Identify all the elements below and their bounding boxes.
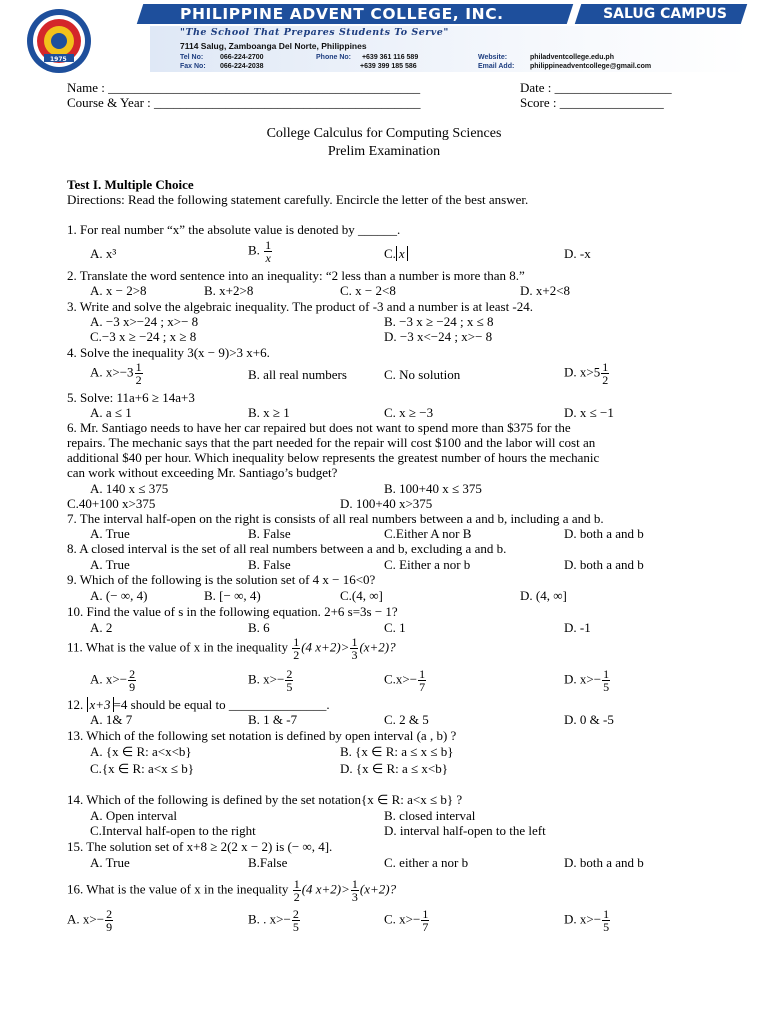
question-16	[67, 878, 396, 903]
phone-line-2	[360, 63, 417, 70]
q11-choice-a[interactable]	[90, 668, 137, 693]
question-13: 13. Which of the following set notation is defined by open interval (a , b) ?	[67, 728, 457, 743]
question-11	[67, 636, 396, 661]
q11-choice-a-text: A. x>−	[90, 671, 128, 687]
q16-fraction-half	[293, 878, 301, 903]
date-field[interactable]: Date : __________________	[520, 80, 672, 95]
q11-choice-d-text: D. x>−	[564, 671, 602, 687]
fraction-numerator: 1	[293, 635, 300, 649]
q15-choice-a[interactable]: A. True	[90, 855, 130, 870]
q4-choice-d-text: D. x>5	[564, 364, 601, 380]
q1-fraction	[264, 239, 272, 264]
q10-choice-b[interactable]: B. 6	[248, 620, 270, 635]
question-9: 9. Which of the following is the solution set of 4 x − 16<0?	[67, 572, 376, 587]
q8-choice-b[interactable]: B. False	[248, 557, 291, 572]
q6-choice-b[interactable]: B. 100+40 x ≤ 375	[384, 481, 482, 496]
email-address[interactable]: philippineadventcollege@gmail.com	[529, 63, 652, 70]
exam-subtitle: Prelim Examination	[327, 144, 441, 159]
email-label: Email Add:	[478, 63, 515, 70]
q1-choice-b[interactable]	[248, 239, 273, 264]
tel-line	[180, 54, 264, 61]
q15-choice-c[interactable]: C. either a nor b	[384, 855, 469, 870]
question-16-text: 16. What is the value of x in the inequality	[67, 881, 289, 897]
fraction-denominator: 7	[422, 920, 429, 934]
q16-choice-b[interactable]	[248, 908, 301, 933]
q14-choice-c[interactable]: C.Interval half-open to the right	[90, 823, 256, 838]
q16-fraction-third	[351, 878, 359, 903]
fraction-numerator: 2	[106, 907, 113, 921]
q3-choice-a[interactable]: A. −3 x>−24 ; x>− 8	[90, 314, 199, 329]
q8-choice-d[interactable]: D. both a and b	[564, 557, 644, 572]
q1-choice-d[interactable]: D. -x	[564, 246, 591, 261]
question-12	[67, 697, 330, 712]
website-label: Website:	[478, 54, 508, 61]
question-2: 2. Translate the word sentence into an inequality: “2 less than a number is more than 8.”	[67, 268, 525, 283]
website-url[interactable]: philadventcollege.edu.ph	[529, 54, 614, 61]
q16-d-fraction	[602, 908, 610, 933]
question-1: 1. For real number “x” the absolute value is denoted by ______.	[67, 222, 401, 237]
fraction-numerator: 1	[135, 360, 142, 374]
fraction-denominator: 2	[602, 373, 609, 387]
q9-choice-d[interactable]: D. (4, ∞]	[520, 588, 567, 603]
q4-choice-a[interactable]	[90, 361, 144, 386]
tel-number: 066-224-2700	[219, 54, 264, 61]
q2-choice-d[interactable]: D. x+2<8	[520, 283, 571, 298]
q16-choice-a[interactable]	[67, 908, 114, 933]
email-line	[478, 63, 651, 70]
school-motto: "The School That Prepares Students To Serve"	[180, 27, 449, 38]
q12-choice-d[interactable]: D. 0 & -5	[564, 712, 614, 727]
seal-year: 1975	[50, 56, 67, 63]
question-6-line-3: additional $40 per hour. Which inequality below represents the greatest number of hours the mechanic	[67, 450, 600, 465]
q8-choice-a[interactable]: A. True	[90, 557, 130, 572]
fraction-numerator: 1	[419, 667, 426, 681]
q16-choice-c[interactable]	[384, 908, 430, 933]
q9-choice-a[interactable]: A. (− ∞, 4)	[90, 588, 148, 603]
q5-choice-b[interactable]: B. x ≥ 1	[248, 405, 290, 420]
question-12-tail: should be equal to _______________.	[130, 697, 330, 712]
fraction-denominator: 3	[351, 648, 358, 662]
phone-line	[316, 54, 418, 61]
campus-name: SALUG CAMPUS	[603, 6, 727, 22]
q5-choice-d[interactable]: D. x ≤ −1	[564, 405, 614, 420]
q11-c-fraction	[418, 668, 426, 693]
question-6-line-1: 6. Mr. Santiago needs to have her car repaired but does not want to spend more than $375 for the	[67, 420, 571, 435]
q10-choice-d[interactable]: D. -1	[564, 620, 591, 635]
fax-label: Fax No:	[180, 63, 206, 70]
q16-b-fraction	[292, 908, 300, 933]
phone-number-1: +639 361 116 589	[361, 54, 419, 61]
fraction-denominator: x	[265, 251, 271, 265]
fraction-denominator: 9	[129, 680, 136, 694]
school-seal-icon	[26, 8, 92, 74]
test-heading: Test I. Multiple Choice	[67, 177, 194, 192]
q14-choice-d[interactable]: D. interval half-open to the left	[384, 823, 546, 838]
q14-choice-b[interactable]: B. closed interval	[384, 808, 476, 823]
directions: Directions: Read the following statement carefully. Encircle the letter of the best answer.	[67, 192, 529, 207]
q3-choice-c[interactable]: C.−3 x ≥ −24 ; x ≥ 8	[90, 329, 197, 344]
q11-ineq-right: (x+2)?	[359, 639, 396, 655]
website-line	[478, 54, 614, 61]
exam-title: College Calculus for Computing Sciences	[266, 126, 502, 141]
q10-choice-a[interactable]: A. 2	[90, 620, 113, 635]
fax-line	[180, 63, 264, 70]
fraction-numerator: 1	[351, 877, 358, 891]
fraction-numerator: 1	[351, 635, 358, 649]
q5-choice-c[interactable]: C. x ≥ −3	[384, 405, 434, 420]
q16-choice-b-text: B. . x>−	[248, 911, 291, 927]
question-15: 15. The solution set of x+8 ≥ 2(2 x − 2) is (− ∞, 4].	[67, 839, 333, 854]
fraction-denominator: 3	[351, 890, 358, 904]
q1-choice-a[interactable]: A. x³	[90, 246, 117, 261]
q11-d-fraction	[602, 668, 610, 693]
fraction-numerator: 1	[422, 907, 429, 921]
fraction-numerator: 2	[129, 667, 136, 681]
school-header	[0, 0, 768, 78]
tel-label: Tel No:	[180, 54, 204, 61]
fraction-numerator: 1	[602, 360, 609, 374]
q7-choice-d[interactable]: D. both a and b	[564, 526, 644, 541]
abs-expression: x+3	[87, 697, 114, 712]
q11-fraction-half	[292, 636, 300, 661]
q4-d-fraction	[601, 361, 609, 386]
fraction-denominator: 5	[603, 920, 610, 934]
question-10: 10. Find the value of s in the following equation. 2+6 s=3s − 1?	[67, 604, 398, 619]
q1-choice-c-letter: C.	[384, 246, 396, 261]
q15-choice-d[interactable]: D. both a and b	[564, 855, 644, 870]
question-11-text: 11. What is the value of x in the inequality	[67, 639, 288, 655]
fax-number: 066-224-2038	[219, 63, 264, 70]
q11-fraction-third	[350, 636, 358, 661]
q8-choice-c[interactable]: C. Either a nor b	[384, 557, 471, 572]
q4-choice-c[interactable]: C. No solution	[384, 367, 461, 382]
question-3: 3. Write and solve the algebraic inequality. The product of -3 and a number is at least -24.	[67, 299, 534, 314]
fraction-numerator: 1	[603, 667, 610, 681]
q4-a-fraction	[135, 361, 143, 386]
q4-choice-d[interactable]	[564, 361, 610, 386]
q7-choice-c[interactable]: C.Either A nor B	[384, 526, 472, 541]
q14-choice-a[interactable]: A. Open interval	[90, 808, 178, 823]
q6-choice-c[interactable]: C.40+100 x>375	[67, 496, 156, 511]
q6-choice-a[interactable]: A. 140 x ≤ 375	[90, 481, 169, 496]
q16-ineq-left: (4 x+2)>	[301, 881, 350, 897]
question-6-line-4: can work without exceeding Mr. Santiago’s budget?	[67, 465, 338, 480]
question-4: 4. Solve the inequality 3(x − 9)>3 x+6.	[67, 345, 270, 360]
q11-a-fraction	[128, 668, 136, 693]
q12-choice-a[interactable]: A. 1& 7	[90, 712, 133, 727]
fraction-denominator: 2	[135, 373, 142, 387]
q13-choice-a[interactable]: A. {x ∈ R: a<x<b}	[90, 744, 192, 759]
q9-choice-c[interactable]: C.(4, ∞]	[340, 588, 383, 603]
question-7: 7. The interval half-open on the right is consists of all real numbers between a and b, including a and b.	[67, 511, 604, 526]
q12-choice-b[interactable]: B. 1 & -7	[248, 712, 298, 727]
q12-choice-c[interactable]: C. 2 & 5	[384, 712, 429, 727]
q13-choice-d[interactable]: D. {x ∈ R: a ≤ x<b}	[340, 761, 448, 776]
q4-choice-b[interactable]: B. all real numbers	[248, 367, 347, 382]
fraction-denominator: 7	[419, 680, 426, 694]
question-5: 5. Solve: 11a+6 ≥ 14a+3	[67, 390, 195, 405]
q1-choice-c[interactable]	[384, 246, 408, 261]
fraction-numerator: 1	[603, 907, 610, 921]
college-name: PHILIPPINE ADVENT COLLEGE, INC.	[180, 5, 504, 23]
q7-choice-b[interactable]: B. False	[248, 526, 291, 541]
score-field[interactable]: Score : ________________	[520, 95, 664, 110]
fraction-numerator: 2	[292, 907, 299, 921]
phone-label: Phone No:	[316, 54, 351, 61]
q11-choice-b-text: B. x>−	[248, 671, 285, 687]
q11-ineq-left: (4 x+2)>	[301, 639, 350, 655]
q2-choice-a[interactable]: A. x − 2>8	[90, 283, 147, 298]
fraction-denominator: 5	[286, 680, 293, 694]
q4-choice-a-text: A. x>−3	[90, 364, 134, 380]
q11-choice-d[interactable]	[564, 668, 611, 693]
abs-equation-rhs: =4	[113, 697, 128, 712]
school-address: 7114 Salug, Zamboanga Del Norte, Philippines	[180, 41, 367, 51]
question-6-line-2: repairs. The mechanic says that the part needed for the repair will cost $100 and the labor will cost an	[67, 435, 596, 450]
q16-c-fraction	[421, 908, 429, 933]
fraction-denominator: 5	[603, 680, 610, 694]
q15-choice-b[interactable]: B.False	[248, 855, 288, 870]
q16-choice-d-text: D. x>−	[564, 911, 602, 927]
q7-choice-a[interactable]: A. True	[90, 526, 130, 541]
fraction-denominator: 2	[293, 648, 300, 662]
question-14: 14. Which of the following is defined by the set notation{x ∈ R: a<x ≤ b} ?	[67, 792, 463, 807]
q2-choice-b[interactable]: B. x+2>8	[204, 283, 254, 298]
q16-choice-c-text: C. x>−	[384, 911, 421, 927]
q13-choice-c[interactable]: C.{x ∈ R: a<x ≤ b}	[90, 761, 194, 776]
q2-choice-c[interactable]: C. x − 2<8	[340, 283, 396, 298]
q11-choice-c[interactable]	[384, 668, 427, 693]
fraction-numerator: 1	[265, 238, 272, 252]
name-field[interactable]: Name : ________________________________________________	[67, 80, 421, 95]
question-8: 8. A closed interval is the set of all real numbers between a and b, excluding a and b.	[67, 541, 507, 556]
q11-choice-b[interactable]	[248, 668, 294, 693]
q16-ineq-right: (x+2)?	[359, 881, 397, 897]
course-year-field[interactable]: Course & Year : _________________________________________	[67, 95, 421, 110]
q16-choice-d[interactable]	[564, 908, 611, 933]
fraction-numerator: 2	[286, 667, 293, 681]
q1-choice-b-letter: B.	[248, 242, 260, 258]
fraction-denominator: 5	[292, 920, 299, 934]
q3-choice-d[interactable]: D. −3 x<−24 ; x>− 8	[384, 329, 493, 344]
q11-choice-c-text: C.x>−	[384, 671, 418, 687]
phone-number-2: +639 399 185 586	[360, 63, 417, 70]
abs-x: x	[396, 246, 408, 261]
q3-choice-b[interactable]: B. −3 x ≥ −24 ; x ≤ 8	[384, 314, 494, 329]
q5-choice-a[interactable]: A. a ≤ 1	[90, 405, 132, 420]
fraction-denominator: 2	[293, 890, 300, 904]
q11-b-fraction	[285, 668, 293, 693]
q13-choice-b[interactable]: B. {x ∈ R: a ≤ x ≤ b}	[340, 744, 454, 759]
q16-choice-a-text: A. x>−	[67, 911, 105, 927]
q6-choice-d[interactable]: D. 100+40 x>375	[340, 496, 433, 511]
fraction-numerator: 1	[293, 877, 300, 891]
q16-a-fraction	[105, 908, 113, 933]
q10-choice-c[interactable]: C. 1	[384, 620, 406, 635]
question-12-number: 12.	[67, 697, 84, 712]
fraction-denominator: 9	[106, 920, 113, 934]
q9-choice-b[interactable]: B. [− ∞, 4)	[204, 588, 261, 603]
